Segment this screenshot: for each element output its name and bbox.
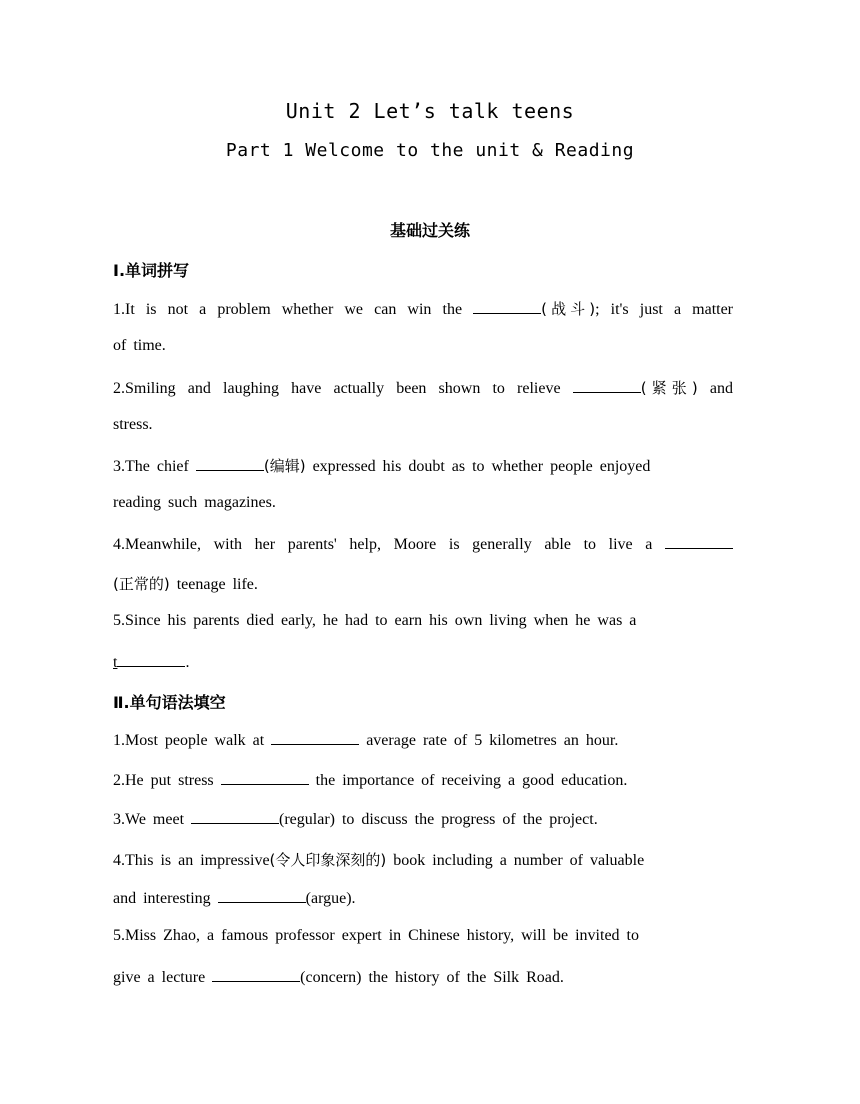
answer-blank[interactable] xyxy=(473,299,541,314)
answer-blank[interactable] xyxy=(218,888,306,903)
page-subtitle: Part 1 Welcome to the unit & Reading xyxy=(225,140,635,161)
p2-q4-line2: and interesting (argue). xyxy=(113,890,356,907)
p2-q5-line1: 5.Miss Zhao, a famous professor expert in Chinese history, will be invited to xyxy=(113,927,639,944)
p2-q3-line: 3.We meet (regular) to discuss the progress of the project. xyxy=(113,811,598,828)
page-title: Unit 2 Let’s talk teens xyxy=(285,99,575,123)
answer-blank[interactable] xyxy=(117,652,185,667)
section-heading: 基础过关练 xyxy=(389,221,470,240)
p2-q4-line1: 4.This is an impressive(令人印象深刻的) book including a number of valuable xyxy=(113,851,645,869)
part2-heading: Ⅱ.单句语法填空 xyxy=(113,693,226,712)
p1-q2-line2: stress. xyxy=(113,416,153,433)
answer-blank[interactable] xyxy=(573,378,641,393)
p1-q5-line1: 5.Since his parents died early, he had to earn his own living when he was a xyxy=(113,612,637,629)
answer-blank[interactable] xyxy=(271,730,359,745)
answer-blank[interactable] xyxy=(665,534,733,549)
p1-q3-line2: reading such magazines. xyxy=(113,494,276,511)
part1-heading: Ⅰ.单词拼写 xyxy=(113,261,190,280)
p2-q5-line2: give a lecture (concern) the history of the Silk Road. xyxy=(113,969,564,986)
answer-blank[interactable] xyxy=(196,456,264,471)
p1-q4-line1: 4.Meanwhile, with her parents' help, Moore is generally able to live a xyxy=(113,534,733,554)
answer-blank[interactable] xyxy=(221,770,309,785)
p1-q1-line1: 1.It is not a problem whether we can win the (战斗); it's just a matter xyxy=(113,300,734,318)
p2-q1-line: 1.Most people walk at average rate of 5 kilometres an hour. xyxy=(113,732,619,749)
p1-q2-line1: 2.Smiling and laughing have actually been shown to relieve (紧张) and xyxy=(113,379,733,397)
p1-q3-line1: 3.The chief (编辑) expressed his doubt as to whether people enjoyed xyxy=(113,457,651,475)
p1-q1-line2: of time. xyxy=(113,337,166,354)
p1-q4-line2: (正常的) teenage life. xyxy=(113,575,258,593)
answer-blank[interactable] xyxy=(191,809,279,824)
answer-blank[interactable] xyxy=(212,967,300,982)
p2-q2-line: 2.He put stress the importance of receiving a good education. xyxy=(113,772,628,789)
p1-q5-line2: t . xyxy=(113,654,190,671)
